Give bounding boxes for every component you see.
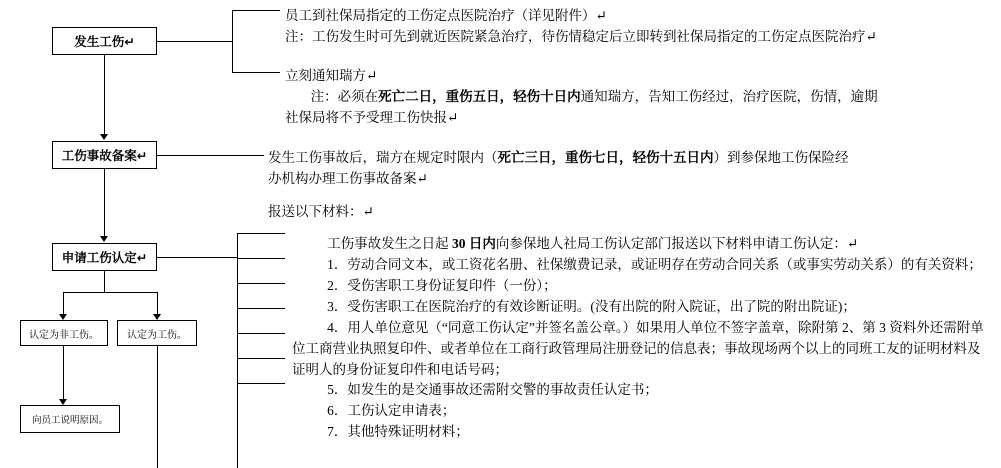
block1-line4-c: 通知瑞方，告知工伤经过，治疗医院，伤情，逾期 (580, 88, 878, 104)
connector-apply-down (104, 271, 105, 292)
connector-notinjury-to-notify (63, 346, 64, 399)
node-accident-record-label: 工伤事故备案↵ (61, 149, 148, 163)
block2-line1-c: ）到参保地工伤保险经 (713, 150, 849, 165)
arrow-injury-to-record (100, 134, 108, 140)
connector-record-to-apply (104, 169, 105, 236)
bracket1-vertical (232, 10, 233, 72)
arrow-branch-left (59, 314, 67, 320)
block3-intro-c: 向参保地人社局工伤认定部门报送以下材料申请工伤认定：↵ (495, 236, 859, 251)
text-block-injury-treatment (285, 6, 985, 129)
node-recognized-not-injury (20, 320, 108, 346)
block3-intro-a: 工伤事故发生之日起 (327, 236, 449, 251)
block3-item-3: 3．受伤害职工在医院治疗的有效诊断证明。(没有出院的附入院证，出了院的附出院证)； (327, 298, 856, 314)
block3-item-2: 2．受伤害职工身份证复印件（一份）； (327, 277, 557, 293)
bracket3-vertical (237, 233, 238, 468)
block1-line4 (285, 87, 985, 108)
block2-line1-a: 发生工伤事故后，瑞方在规定时限内（ (268, 150, 498, 165)
block1-line1: 员工到社保局指定的工伤定点医院治疗（详见附件）↵ (285, 8, 607, 23)
block2-line2: 办机构办理工伤事故备案↵ (268, 170, 428, 186)
connector-injury-to-text (157, 41, 232, 42)
block1-line2: 注：工伤发生时可先到就近医院紧急治疗，待伤情稳定后立即转到社保局指定的工伤定点医院治疗↵ (285, 28, 877, 44)
node-injury-occurs (52, 27, 157, 55)
node-accident-record (52, 141, 157, 169)
bracket3-branch-5 (237, 333, 285, 334)
arrow-branch-right (153, 314, 161, 320)
node-recognized-injury-label: 认定为工伤。 (127, 329, 187, 341)
connector-branch-left (63, 292, 64, 314)
bracket3-branch-6 (237, 358, 285, 359)
bracket3-branch-3 (237, 283, 285, 284)
block3-item-5: 5．如发生的是交通事故还需附交警的事故责任认定书； (327, 382, 658, 398)
block3-intro-b: 30 日内 (451, 236, 496, 251)
bracket1-branch-top (232, 10, 280, 11)
block1-line4-a: 注：必须在 (310, 88, 379, 104)
block2-line1-b: 死亡三日，重伤七日，轻伤十五日内 (497, 150, 714, 165)
block3-item-6: 6．工伤认定申请表； (327, 403, 456, 419)
connector-branch-right (157, 292, 158, 314)
bracket3-branch-2 (237, 258, 285, 259)
node-notify-employee-label: 向员工说明原因。 (31, 415, 108, 426)
block2-line3: 报送以下材料：↵ (268, 203, 374, 219)
connector-apply-to-text (157, 257, 237, 258)
bracket3-branch-4 (237, 308, 285, 309)
block3-item-4: 4．用人单位意见（“同意工伤认定”并签名盖公章。）如果用人单位不签字盖章，除附第 2、第 3 资料外还需附单位工商营业执照复印件、或者单位在工商行政管理局注册登记的信息表；事故现场两个以上的同班工友的证明材料及证明人的身份证复印件和电话号码； (292, 319, 984, 377)
block2-line1 (268, 148, 988, 169)
node-recognized-not-injury-label: 认定为非工伤。 (29, 329, 99, 341)
block3-intro (292, 234, 992, 255)
bracket3-branch-7 (237, 383, 285, 384)
bracket3-branch-1 (237, 233, 285, 234)
node-apply-recognition (52, 243, 157, 271)
connector-injury-to-record (104, 55, 105, 134)
block3-item-1: 1．劳动合同文本，或工资花名册、社保缴费记录，或证明存在劳动合同关系（或事实劳动关系）的有关资料； (327, 256, 982, 272)
node-injury-occurs-label: 发生工伤↵ (74, 35, 135, 49)
block1-line4-b: 死亡二日，重伤五日，轻伤十日内 (378, 88, 581, 104)
block1-line3: 立刻通知瑞方↵ (285, 67, 378, 83)
bracket1-branch-bottom (232, 72, 280, 73)
text-block-accident-record (268, 148, 988, 223)
block1-line5: 社保局将不予受理工伤快报↵ (285, 109, 459, 125)
block3-item-7: 7．其他特殊证明材料； (327, 424, 469, 440)
node-recognized-injury (117, 320, 197, 346)
node-notify-employee (20, 405, 120, 433)
connector-record-to-text (157, 155, 264, 156)
arrow-record-to-apply (100, 236, 108, 242)
arrow-notinjury-to-notify (59, 399, 67, 405)
text-block-recognition-materials (292, 234, 992, 443)
node-apply-recognition-label: 申请工伤认定↵ (61, 251, 148, 265)
connector-injury-result-down (157, 346, 158, 468)
connector-apply-branch-bar (63, 292, 158, 293)
